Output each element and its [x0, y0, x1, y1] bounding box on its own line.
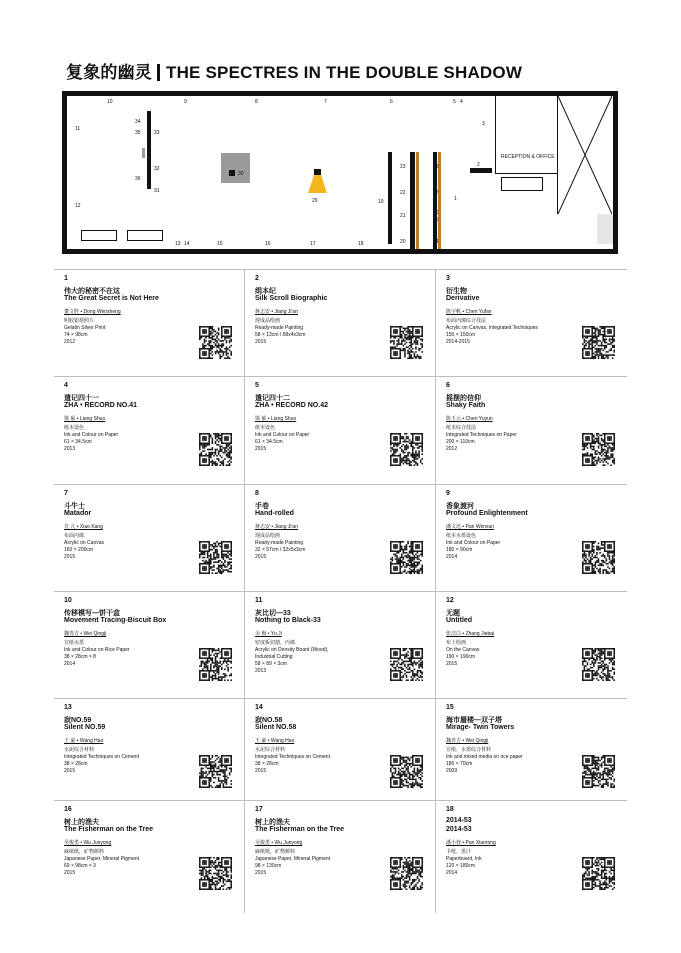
label-5: 5	[453, 99, 456, 105]
artwork-detail: 150 × 150cm	[446, 332, 476, 338]
artwork-number: 12	[446, 597, 454, 604]
artwork-card	[436, 270, 627, 377]
label-3: 3	[482, 121, 485, 127]
title-cn: 复象的幽灵	[66, 63, 152, 82]
label-36: 36	[135, 176, 141, 182]
artwork-title-en: Silent NO.58	[255, 724, 297, 731]
artwork-title-cn: 绢本纪	[255, 288, 276, 295]
artwork-detail: Paperboard, Ink	[446, 856, 482, 862]
artwork-number: 11	[255, 597, 263, 604]
label-35: 35	[135, 130, 141, 136]
artwork-number: 9	[446, 490, 450, 497]
label-13: 13	[175, 241, 181, 247]
artwork-card	[245, 801, 436, 913]
artwork-title-cn: 伟大的秘密不在这	[64, 288, 120, 295]
artwork-artist: 陈玉云 • Chen Yuyun	[446, 416, 493, 422]
qr-code-icon	[582, 433, 615, 466]
artwork-number: 1	[64, 275, 68, 282]
artwork-artist: 董文胜 • Dong Wensheng	[64, 309, 121, 315]
artwork-title-en: Matador	[64, 510, 92, 517]
qr-code-icon	[582, 541, 615, 574]
artwork-detail: 布面丙烯	[64, 533, 85, 539]
artwork-detail: Gelatin Silver Print	[64, 325, 106, 331]
label-21: 21	[400, 213, 406, 219]
artwork-title-cn: 海市蜃楼—双子塔	[446, 717, 502, 724]
wall-panel-19	[388, 152, 392, 244]
staircase	[597, 214, 613, 244]
artwork-title-cn: 摇摆的信仰	[446, 395, 481, 402]
artwork-title-en: Profound Enlightenment	[446, 510, 528, 517]
artwork-detail: 98 × 130cm	[255, 863, 282, 869]
artwork-detail: 2014-2015	[446, 339, 470, 345]
artwork-detail: 2013	[64, 446, 76, 452]
wall-panel-2	[470, 168, 492, 173]
artwork-detail: 卡纸，墨汁	[446, 849, 472, 855]
artwork-title-en: Movement Tracing-Biscuit Box	[64, 617, 167, 624]
plinth-object	[229, 170, 235, 176]
artwork-detail: 38 × 28cm	[64, 761, 88, 767]
artwork-artist: 陈宇帆 • Chen Yufan	[446, 309, 492, 315]
artwork-number: 6	[446, 382, 450, 389]
artwork-detail: 61 × 34.5cm	[255, 439, 283, 445]
artwork-number: 14	[255, 704, 263, 711]
artwork-detail: 宣纸、水墨综合材料	[446, 747, 492, 753]
label-9: 9	[184, 99, 187, 105]
artwork-card	[436, 801, 627, 913]
artwork-detail: 布上绘画	[446, 640, 467, 646]
label-31: 31	[154, 188, 160, 194]
artwork-number: 2	[255, 275, 259, 282]
artwork-detail: 2009	[446, 768, 458, 774]
label-17: 17	[310, 241, 316, 247]
storage-room	[557, 96, 613, 214]
page-title	[66, 58, 522, 83]
reception-office-area	[495, 96, 557, 174]
artwork-artist: 蒋志安 • Jiang Ji'an	[255, 309, 298, 315]
artwork-detail: 2014	[446, 870, 458, 876]
artwork-artist: 魏青吉 • Wei Qingji	[446, 738, 489, 744]
artwork-detail: 200 × 110cm	[446, 439, 475, 445]
label-33: 33	[154, 130, 160, 136]
artwork-artist: 肖 亢 • Xiao Kang	[64, 524, 103, 530]
artwork-artist: 潘文迅 • Pan Wenxun	[446, 524, 495, 530]
artwork-detail: 160 × 200cm	[64, 547, 94, 553]
artwork-card	[436, 485, 627, 592]
wall-panel-23-accent	[416, 152, 419, 249]
artwork-detail: Acrylic on Canvas, Integrated Techniques	[446, 325, 538, 331]
label-14: 14	[184, 241, 190, 247]
label-10: 10	[107, 99, 113, 105]
label-4: 4	[460, 99, 463, 105]
bench-left	[81, 230, 117, 241]
artwork-detail: Acrylic on Canvas	[64, 540, 105, 546]
artwork-number: 10	[64, 597, 72, 604]
bench-left-2	[127, 230, 163, 241]
artwork-detail: 纸本水墨设色	[446, 533, 477, 539]
artwork-artist: 王 豪 • Wang Hao	[64, 738, 104, 744]
label-25: 25	[433, 217, 439, 223]
lamp-light-icon	[308, 175, 328, 193]
artwork-detail: 2015	[446, 661, 458, 667]
floor-plan	[62, 91, 618, 254]
qr-code-icon	[199, 541, 232, 574]
qr-code-icon	[390, 648, 423, 681]
label-32: 32	[154, 166, 160, 172]
qr-code-icon	[390, 326, 423, 359]
artwork-artist: 梁 硕 • Liang Shuo	[255, 416, 297, 422]
label-1: 1	[454, 196, 457, 202]
artwork-title-cn: 传移模写—饼干盒	[64, 610, 120, 617]
title-divider	[157, 64, 160, 81]
artwork-detail: 密度板切割，丙烯	[255, 640, 296, 646]
artwork-title-cn: 遣记四十一	[64, 395, 99, 402]
artwork-artist: 梁 硕 • Liang Shuo	[64, 416, 106, 422]
artwork-title-en: Hand-rolled	[255, 510, 294, 517]
artwork-detail: 水泥综合材料	[255, 747, 286, 753]
artwork-title-en: The Great Secret is Not Here	[64, 295, 159, 302]
cross-mark-icon	[558, 96, 612, 214]
artwork-number: 3	[446, 275, 450, 282]
label-23: 23	[400, 164, 406, 170]
qr-code-icon	[582, 857, 615, 890]
label-7: 7	[324, 99, 327, 105]
artwork-detail: 2012	[446, 446, 458, 452]
artwork-detail: 58 × 89 × 3cm	[255, 661, 287, 667]
qr-code-icon	[582, 648, 615, 681]
artwork-title-en: The Fisherman on the Tree	[255, 826, 345, 833]
artwork-title-en: Silent NO.59	[64, 724, 106, 731]
artwork-detail: 2015	[64, 870, 76, 876]
artwork-title-en: Shaky Faith	[446, 402, 486, 409]
artwork-title-cn: 手卷	[255, 503, 269, 510]
label-16: 16	[265, 241, 271, 247]
artwork-number: 18	[446, 806, 454, 813]
artwork-card	[54, 801, 245, 913]
artwork-title-en: Nothing to Black-33	[255, 617, 321, 624]
artwork-detail: 74 × 98cm	[64, 332, 88, 338]
artwork-title-cn: 树上的渔夫	[64, 819, 99, 826]
artwork-detail: 69 × 98cm × 3	[64, 863, 96, 869]
artwork-detail: 2015	[255, 768, 267, 774]
artwork-title-cn: 寂NO.59	[64, 717, 92, 724]
artwork-card	[54, 485, 245, 592]
artwork-detail: 2014	[446, 554, 458, 560]
label-2: 2	[477, 162, 480, 168]
artwork-detail: Japanese Paper, Mineral Pigment	[64, 856, 140, 862]
artwork-detail: 120 × 180cm	[446, 863, 476, 869]
artwork-detail: 38 × 28cm	[255, 761, 279, 767]
artwork-detail: Integrated Techniques on Cement	[64, 754, 139, 760]
artwork-detail: Ink and Colour on Rice Paper	[64, 647, 130, 653]
artwork-number: 5	[255, 382, 259, 389]
artwork-detail: 纸本设色	[255, 425, 276, 431]
artwork-detail: Integrated Techniques on Paper	[446, 432, 517, 438]
artwork-title-cn: 香象渡河	[446, 503, 474, 510]
artwork-detail: 2015	[64, 554, 76, 560]
artwork-number: 8	[255, 490, 259, 497]
artwork-number: 16	[64, 806, 72, 813]
label-34: 34	[135, 119, 141, 125]
artwork-detail: 水泥综合材料	[64, 747, 95, 753]
artwork-card	[245, 377, 436, 485]
qr-code-icon	[390, 755, 423, 788]
label-24: 24	[433, 239, 439, 245]
artwork-detail: 明胶银盐照片	[64, 318, 95, 324]
artwork-number: 7	[64, 490, 68, 497]
artwork-number: 4	[64, 382, 68, 389]
artwork-card	[54, 270, 245, 377]
qr-code-icon	[390, 857, 423, 890]
label-6: 6	[390, 99, 393, 105]
artwork-detail: 麻纸纸，矿物颜料	[255, 849, 296, 855]
artwork-title-en: ZHA • RECORD NO.42	[255, 402, 328, 409]
artwork-detail: Ink and Colour on Paper	[446, 540, 501, 546]
qr-code-icon	[199, 648, 232, 681]
artwork-title-en: Untitled	[446, 617, 473, 624]
artwork-detail: Ready-made Painting	[255, 540, 304, 546]
qr-code-icon	[199, 326, 232, 359]
artwork-artist: 潘小蓉 • Pan Xiaorong	[446, 840, 496, 846]
label-15: 15	[217, 241, 223, 247]
artwork-artist: 魏青吉 • Wei Qingji	[64, 631, 107, 637]
label-22: 22	[400, 190, 406, 196]
artwork-title-cn: 灰比切—33	[255, 610, 291, 617]
artwork-card	[436, 592, 627, 699]
artwork-card	[245, 699, 436, 801]
artwork-detail: 180 × 70cm	[446, 761, 473, 767]
artwork-title-cn: 遣记四十二	[255, 395, 290, 402]
artwork-detail: Japanese Paper, Mineral Pigment	[255, 856, 331, 862]
artwork-artist: 王 豪 • Wang Hao	[255, 738, 295, 744]
artwork-number: 17	[255, 806, 263, 813]
wall-panel-23	[410, 152, 415, 249]
artwork-card	[245, 592, 436, 699]
label-20: 20	[400, 239, 406, 245]
artwork-number: 13	[64, 704, 72, 711]
artwork-detail: 现成品绘画	[255, 318, 281, 324]
artwork-detail: Ink and Colour on Paper	[64, 432, 119, 438]
artwork-card	[245, 485, 436, 592]
artwork-artist: 张洁白 • Zhang Jiebai	[446, 631, 495, 637]
artwork-card	[245, 270, 436, 377]
artwork-title-cn: 2014-53	[446, 817, 472, 824]
artwork-detail: Integrated Techniques on Cement	[255, 754, 330, 760]
artwork-detail: 纸本设色	[64, 425, 85, 431]
label-28: 28	[433, 164, 439, 170]
plinth-30	[221, 153, 250, 183]
artwork-number: 15	[446, 704, 454, 711]
label-30: 30	[238, 171, 244, 177]
qr-code-icon	[199, 433, 232, 466]
label-8: 8	[255, 99, 258, 105]
artwork-detail: 2014	[64, 661, 76, 667]
label-12: 12	[75, 203, 81, 209]
artwork-detail: 麻纸纸，矿物颜料	[64, 849, 105, 855]
label-29: 29	[312, 198, 318, 204]
artwork-detail: 2013	[255, 668, 267, 674]
artwork-card	[54, 377, 245, 485]
artwork-detail: 宣纸水墨	[64, 640, 85, 646]
artwork-artist: 余 极 • Yu Ji	[255, 631, 282, 637]
qr-code-icon	[582, 326, 615, 359]
artwork-card	[436, 377, 627, 485]
artwork-detail: 2015	[255, 554, 267, 560]
artwork-card	[54, 699, 245, 801]
artwork-artist: 蒋志安 • Jiang Ji'an	[255, 524, 298, 530]
artwork-title-cn: 衍生物	[446, 288, 467, 295]
qr-code-icon	[199, 755, 232, 788]
artwork-detail: 2015	[255, 446, 267, 452]
artwork-detail: 2015	[255, 339, 267, 345]
label-26: 26	[433, 210, 439, 216]
artwork-detail: 58 × 13cm / 58x4x3cm	[255, 332, 306, 338]
label-11: 11	[75, 126, 81, 132]
artwork-detail: 布面丙烯综合技法	[446, 318, 487, 324]
label-18: 18	[358, 241, 364, 247]
bench	[501, 177, 543, 191]
artwork-detail: Ink and Colour on Paper	[255, 432, 310, 438]
wall-marker	[142, 148, 145, 158]
label-27: 27	[433, 190, 439, 196]
artwork-detail: 32 × 57cm / 32x5x3cm	[255, 547, 306, 553]
artwork-detail: Ink and mixed media on rice paper	[446, 754, 523, 760]
artwork-detail: 2012	[64, 339, 76, 345]
artwork-detail: Ready-made Painting	[255, 325, 304, 331]
artwork-title-en: Silk Scroll Biographic	[255, 295, 328, 302]
artwork-title-en: ZHA • RECORD NO.41	[64, 402, 137, 409]
label-19: 19	[378, 199, 384, 205]
artwork-detail: Industrial Cutting	[255, 654, 293, 660]
artwork-detail: 190 × 190cm	[446, 654, 476, 660]
artwork-title-en: Mirage- Twin Towers	[446, 724, 515, 731]
artwork-card	[436, 699, 627, 801]
artwork-title-en: 2014-53	[446, 826, 472, 833]
artwork-detail: 180 × 90cm	[446, 547, 473, 553]
artwork-title-cn: 树上的渔夫	[255, 819, 290, 826]
reception-label: RECEPTION & OFFICE	[501, 154, 555, 160]
artwork-detail: 61 × 34.5cm	[64, 439, 92, 445]
artwork-detail: 2015	[64, 768, 76, 774]
artwork-detail: 38 × 28cm × 8	[64, 654, 96, 660]
artwork-detail: 纸本综合技法	[446, 425, 477, 431]
artwork-detail: 2015	[255, 870, 267, 876]
artwork-title-en: Derivative	[446, 295, 480, 302]
artwork-artist: 吴俊勇 • Wu Junyong	[255, 840, 303, 846]
artwork-title-en: The Fisherman on the Tree	[64, 826, 154, 833]
artwork-title-cn: 无题	[446, 610, 460, 617]
qr-code-icon	[390, 541, 423, 574]
qr-code-icon	[199, 857, 232, 890]
artwork-title-cn: 斗牛士	[64, 503, 85, 510]
wall-panel-34	[147, 111, 151, 189]
title-en: THE SPECTRES IN THE DOUBLE SHADOW	[166, 63, 523, 82]
qr-code-icon	[390, 433, 423, 466]
qr-code-icon	[582, 755, 615, 788]
artwork-artist: 吴俊勇 • Wu Junyong	[64, 840, 112, 846]
artwork-card	[54, 592, 245, 699]
artwork-detail: On the Canvas	[446, 647, 480, 653]
artwork-title-cn: 寂NO.58	[255, 717, 283, 724]
artwork-detail: 现成品绘画	[255, 533, 281, 539]
artwork-detail: Acrylic on Density Board (Wood),	[255, 647, 329, 653]
